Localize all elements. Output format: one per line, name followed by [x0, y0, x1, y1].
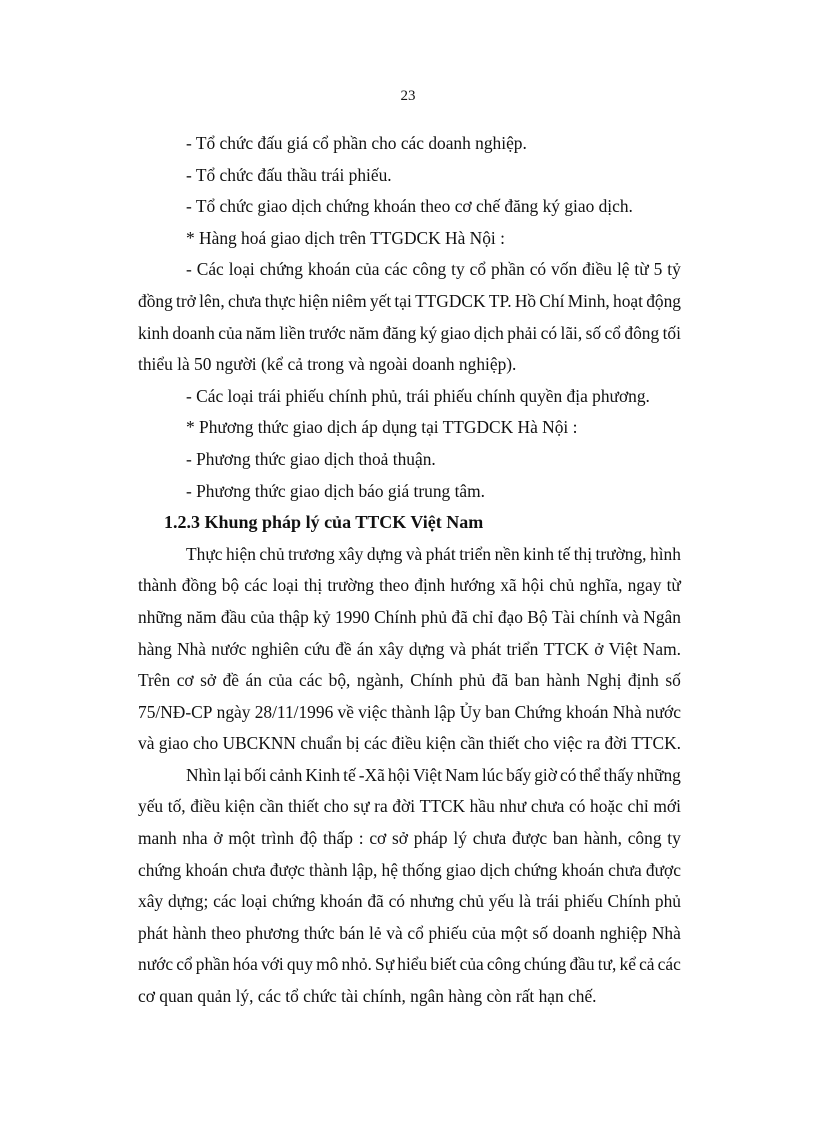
bonds-item: - Các loại trái phiếu chính phủ, trái phiếu chính quyền địa phương.: [186, 385, 650, 406]
para2-line: xây dựng; các loại chứng khoán đã có nhưng chủ yếu là trái phiếu Chính phủ: [138, 891, 681, 912]
document-body: [138, 128, 681, 1013]
para2-line: nước cổ phần hóa với quy mô nhỏ. Sự hiểu biết của công chúng đầu tư, kể cả các: [138, 954, 681, 975]
methods-heading: * Phương thức giao dịch áp dụng tại TTGDCK Hà Nội :: [186, 417, 578, 438]
goods-heading: * Hàng hoá giao dịch trên TTGDCK Hà Nội :: [186, 227, 505, 248]
para1-line: Thực hiện chủ trương xây dựng và phát triển nền kinh tế thị trường, hình: [186, 543, 681, 564]
para1-line: Trên cơ sở đề án của các bộ, ngành, Chính phủ đã ban hành Nghị định số: [138, 670, 681, 691]
para1-line: hàng Nhà nước nghiên cứu đề án xây dựng và phát triển TTCK ở Việt Nam.: [138, 638, 681, 659]
para1-line: 75/NĐ-CP ngày 28/11/1996 về việc thành lập Ủy ban Chứng khoán Nhà nước: [138, 701, 681, 722]
para2-line: yếu tố, điều kiện cần thiết cho sự ra đời TTCK hầu như chưa có hoặc chỉ mới: [138, 796, 681, 817]
goods-para-line: - Các loại chứng khoán của các công ty cổ phần có vốn điều lệ từ 5 tỷ: [186, 259, 681, 280]
para2-line: manh nha ở một trình độ thấp : cơ sở pháp lý chưa được ban hành, công ty: [138, 828, 681, 849]
list-item: - Tổ chức đấu giá cổ phần cho các doanh nghiệp.: [186, 133, 527, 153]
list-item: - Tổ chức giao dịch chứng khoán theo cơ chế đăng ký giao dịch.: [186, 196, 633, 217]
para1-line: những năm đầu của thập kỷ 1990 Chính phủ đã chỉ đạo Bộ Tài chính và Ngân: [138, 606, 681, 627]
para2-line: chứng khoán chưa được thành lập, hệ thống giao dịch chứng khoán chưa được: [138, 859, 681, 880]
para1-line: thành đồng bộ các loại thị trường theo định hướng xã hội chủ nghĩa, ngay từ: [138, 575, 681, 596]
para2-line: Nhìn lại bối cảnh Kinh tế -Xã hội Việt Nam lúc bấy giờ có thể thấy những: [186, 764, 681, 785]
page-number: 23: [400, 88, 416, 104]
list-item: - Tổ chức đấu thầu trái phiếu.: [186, 164, 392, 185]
goods-para-line: kinh doanh của năm liền trước năm đăng ký giao dịch phải có lãi, số cổ đông tối: [138, 322, 681, 343]
para2-line: cơ quan quản lý, các tổ chức tài chính, ngân hàng còn rất hạn chế.: [138, 986, 597, 1007]
section-heading: 1.2.3 Khung pháp lý của TTCK Việt Nam: [164, 512, 484, 533]
para2-line: phát hành theo phương thức bán lẻ và cổ phiếu của một số doanh nghiệp Nhà: [138, 922, 681, 943]
goods-para-line: thiểu là 50 người (kể cả trong và ngoài doanh nghiệp).: [138, 354, 517, 375]
para1-line: và giao cho UBCKNN chuẩn bị các điều kiện cần thiết cho việc ra đời TTCK.: [138, 733, 681, 754]
list-item: - Phương thức giao dịch báo giá trung tâm.: [186, 480, 485, 501]
list-item: - Phương thức giao dịch thoả thuận.: [186, 448, 436, 469]
goods-para-line: đồng trở lên, chưa thực hiện niêm yết tại TTGDCK TP. Hồ Chí Minh, hoạt động: [138, 290, 681, 311]
